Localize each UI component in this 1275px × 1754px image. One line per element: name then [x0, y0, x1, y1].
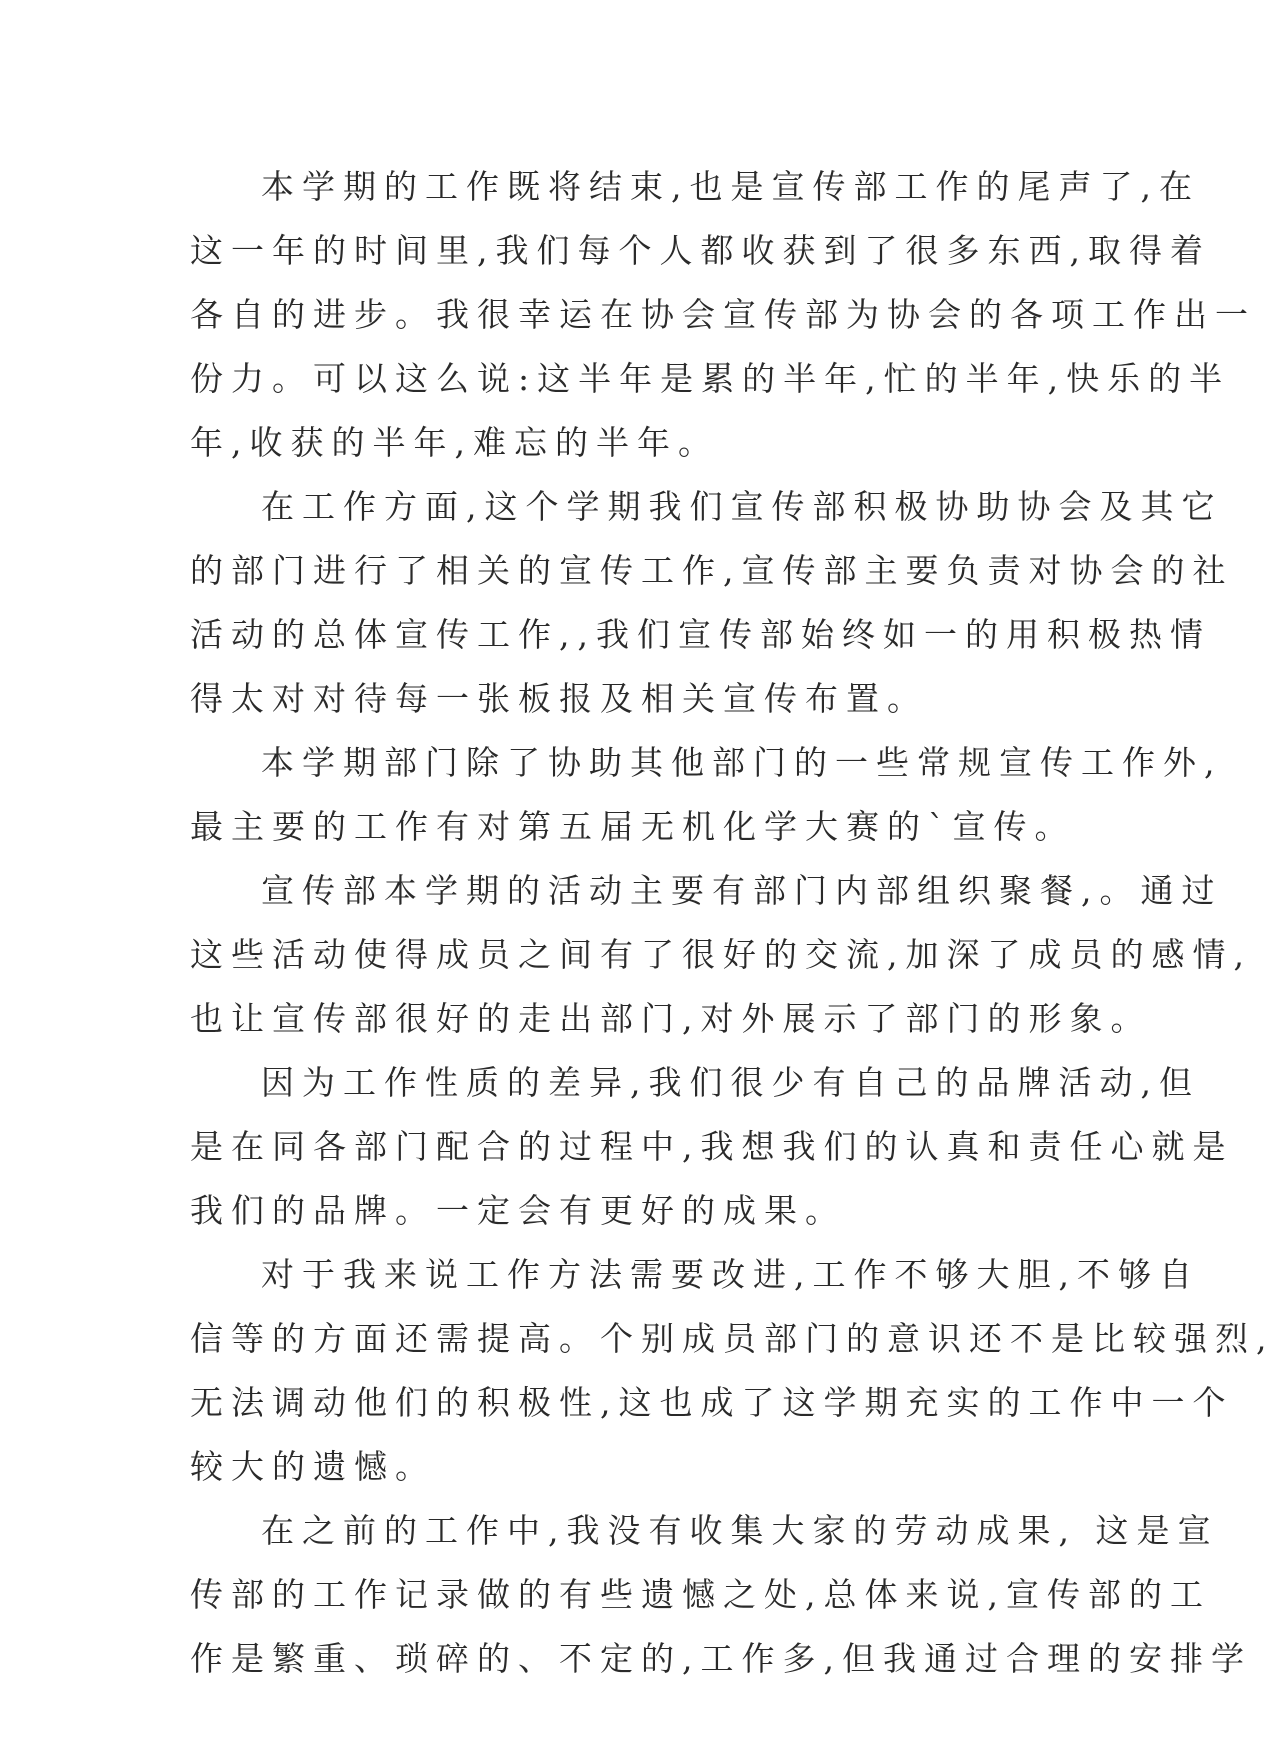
paragraph — [190, 1499, 1252, 1691]
paragraph — [190, 731, 1223, 859]
paragraph — [190, 475, 1234, 731]
text-line: 的部门进行了相关的宣传工作,宣传部主要负责对协会的社 — [190, 551, 1234, 590]
text-line: 无法调动他们的积极性,这也成了这学期充实的工作中一个 — [190, 1383, 1234, 1422]
text-line: 宣传部本学期的活动主要有部门内部组织聚餐,。通过 — [261, 871, 1223, 910]
paragraph — [190, 859, 1252, 1051]
text-line: 年,收获的半年,难忘的半年。 — [190, 423, 719, 462]
text-line: 这一年的时间里,我们每个人都收获到了很多东西,取得着 — [190, 231, 1211, 270]
text-line: 也让宣传部很好的走出部门,对外展示了部门的形象。 — [190, 999, 1152, 1038]
paragraph — [190, 155, 1256, 475]
text-line: 是在同各部门配合的过程中,我想我们的认真和责任心就是 — [190, 1127, 1234, 1166]
text-line: 本学期的工作既将结束,也是宣传部工作的尾声了,在 — [261, 167, 1200, 206]
text-line: 在工作方面,这个学期我们宣传部积极协助协会及其它 — [261, 487, 1223, 526]
paragraph — [190, 1051, 1234, 1243]
paragraph — [190, 1243, 1275, 1499]
text-line: 最主要的工作有对第五届无机化学大赛的`宣传。 — [190, 807, 1076, 846]
text-line: 作是繁重、琐碎的、不定的,工作多,但我通过合理的安排学 — [190, 1639, 1252, 1678]
text-line: 较大的遗憾。 — [190, 1447, 436, 1486]
text-line: 本学期部门除了协助其他部门的一些常规宣传工作外, — [261, 743, 1223, 782]
text-line: 信等的方面还需提高。个别成员部门的意识还不是比较强烈, — [190, 1319, 1275, 1358]
document-body — [190, 155, 1275, 1691]
text-line: 对于我来说工作方法需要改进,工作不够大胆,不够自 — [261, 1255, 1200, 1294]
text-line: 在之前的工作中,我没有收集大家的劳动成果, 这是宣 — [261, 1511, 1219, 1550]
text-line: 这些活动使得成员之间有了很好的交流,加深了成员的感情, — [190, 935, 1252, 974]
text-line: 我们的品牌。一定会有更好的成果。 — [190, 1191, 846, 1230]
text-line: 份力。可以这么说:这半年是累的半年,忙的半年,快乐的半 — [190, 359, 1231, 398]
text-line: 传部的工作记录做的有些遗憾之处,总体来说,宣传部的工 — [190, 1575, 1211, 1614]
text-line: 各自的进步。我很幸运在协会宣传部为协会的各项工作出一 — [190, 295, 1256, 334]
text-line: 得太对对待每一张板报及相关宣传布置。 — [190, 679, 928, 718]
text-line: 因为工作性质的差异,我们很少有自己的品牌活动,但 — [261, 1063, 1200, 1102]
text-line: 活动的总体宣传工作,,我们宣传部始终如一的用积极热情 — [190, 615, 1211, 654]
